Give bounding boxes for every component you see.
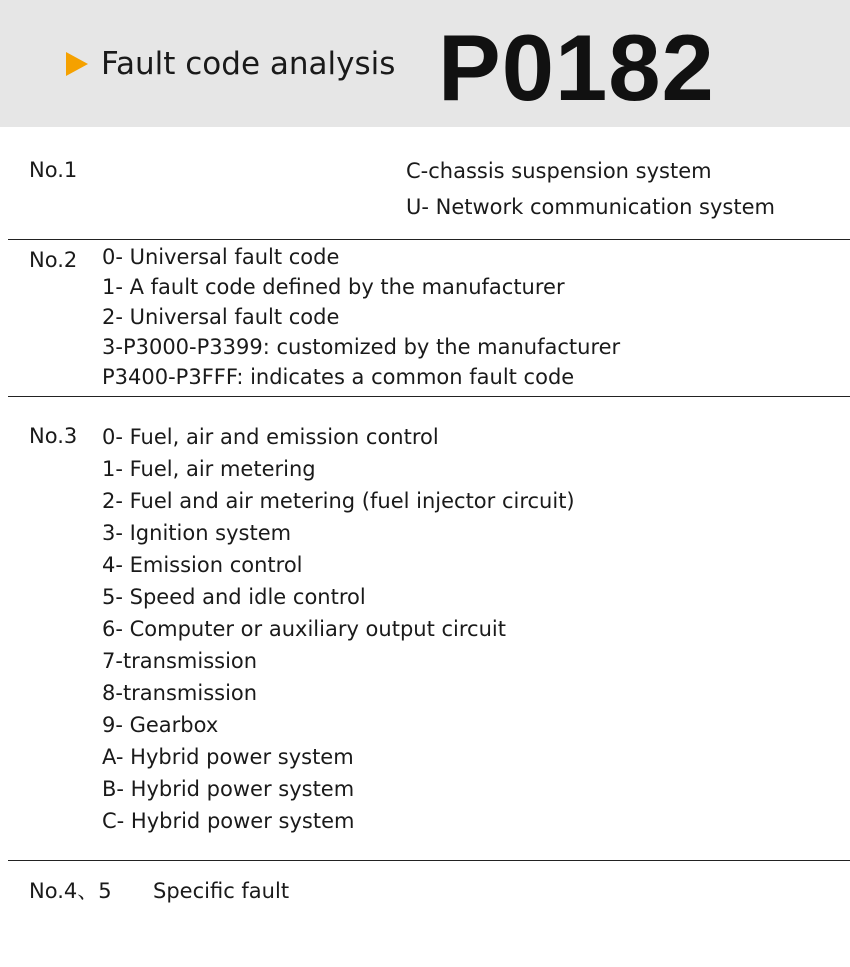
- no3-item: 7-transmission: [102, 649, 258, 673]
- no1-item: U- Network communication system: [406, 195, 775, 219]
- no2-item: 0- Universal fault code: [102, 245, 340, 269]
- no3-item: 4- Emission control: [102, 553, 303, 577]
- section-label-no3: No.3: [29, 424, 78, 448]
- section-divider: [8, 396, 850, 397]
- fault-code: P0182: [438, 15, 715, 120]
- section-divider: [8, 860, 850, 861]
- no2-item: 2- Universal fault code: [102, 305, 340, 329]
- no3-item: B- Hybrid power system: [102, 777, 355, 801]
- section-label-no1: No.1: [29, 158, 78, 182]
- no3-item: 5- Speed and idle control: [102, 585, 366, 609]
- no3-item: 0- Fuel, air and emission control: [102, 425, 439, 449]
- play-triangle-icon: [66, 52, 88, 76]
- no2-item: P3400-P3FFF: indicates a common fault code: [102, 365, 575, 389]
- section-divider: [8, 239, 850, 240]
- no3-item: 3- Ignition system: [102, 521, 292, 545]
- no3-item: 2- Fuel and air metering (fuel injector circuit): [102, 489, 575, 513]
- no3-item: 6- Computer or auxiliary output circuit: [102, 617, 506, 641]
- no2-item: 1- A fault code defined by the manufacturer: [102, 275, 565, 299]
- header-banner: [0, 0, 850, 127]
- no3-item: 8-transmission: [102, 681, 258, 705]
- no2-item: 3-P3000-P3399: customized by the manufacturer: [102, 335, 621, 359]
- no3-item: C- Hybrid power system: [102, 809, 355, 833]
- section-label-no2: No.2: [29, 248, 78, 272]
- no1-item: C-chassis suspension system: [406, 159, 712, 183]
- no45-text: Specific fault: [153, 879, 290, 903]
- no3-item: 9- Gearbox: [102, 713, 219, 737]
- section-label-no45: No.4、5: [29, 879, 112, 903]
- page-title: Fault code analysis: [101, 46, 396, 82]
- no3-item: 1- Fuel, air metering: [102, 457, 316, 481]
- no3-item: A- Hybrid power system: [102, 745, 354, 769]
